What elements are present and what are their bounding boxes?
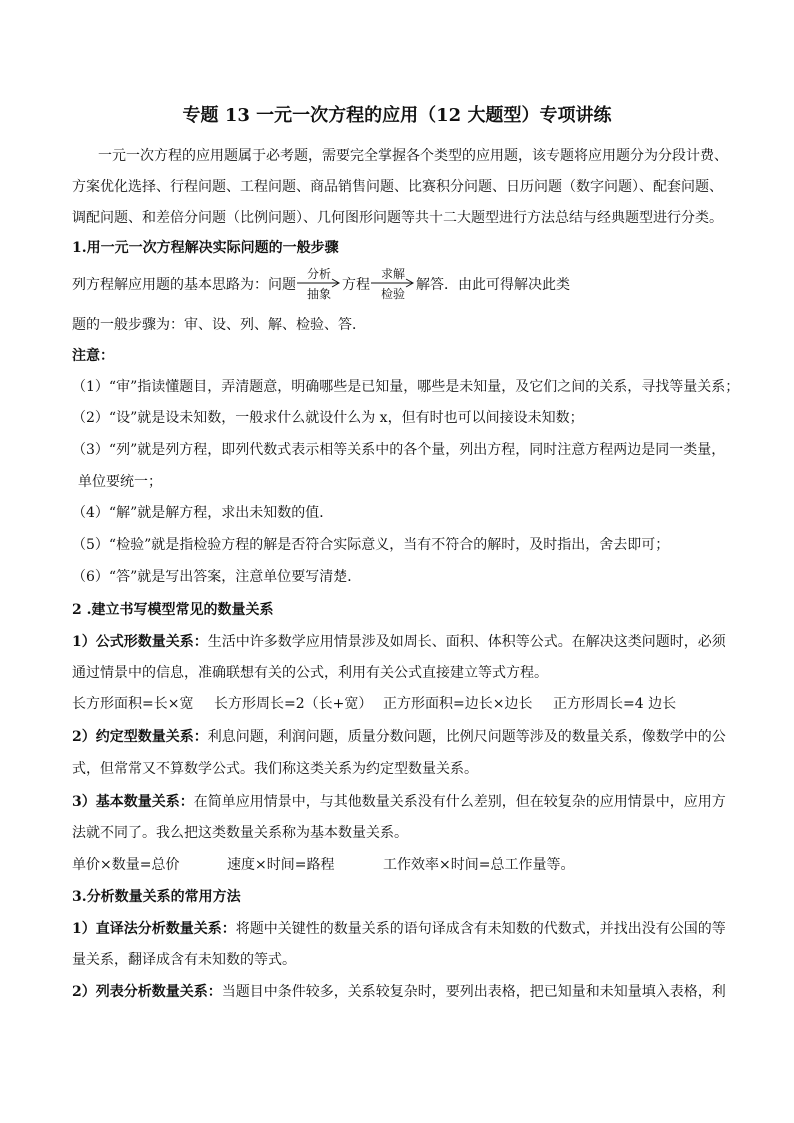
section3-heading: 3.分析数量关系的常用方法 (72, 889, 241, 905)
s2-p3-line-1 (72, 792, 726, 812)
s3-p1-line-2: 量关系，翻译成含有未知数的等式。 (72, 952, 296, 968)
s2-p1-line-1 (72, 632, 726, 652)
basic-1: 单价×数量=总价 (72, 857, 180, 873)
note-5: （5）“检验”就是指检验方程的解是否符合实际意义，当有不符合的解时，及时指出，舍去即可； (72, 537, 670, 553)
s2-p1-line-2: 通过情景中的信息，准确联想有关的公式，利用有关公式直接建立等式方程。 (72, 665, 548, 681)
section1-heading: 1.用一元一次方程解决实际问题的一般步骤 (72, 240, 339, 256)
note-2: （2）“设”就是设未知数，一般求什么就设什么为 x，但有时也可以间接设未知数； (72, 410, 584, 426)
s2-p2-line-2: 式，但常常又不算数学公式。我们称这类关系为约定型数量关系。 (72, 761, 478, 777)
s2-p3-text-a: 在简单应用情景中，与其他数量关系没有什么差别，但在较复杂的应用情景中，应用方 (193, 794, 726, 810)
s3-p2-label: 2）列表分析数量关系： (72, 984, 222, 1000)
intro-line-2: 方案优化选择、行程问题、工程问题、商品销售问题、比赛积分问题、日历问题（数字问题）、配套问题、 (72, 179, 723, 195)
formula-3: 正方形面积=边长×边长 (383, 696, 533, 712)
flow-mid: 方程 (342, 277, 370, 293)
note-3-cont: 单位要统一； (78, 474, 162, 490)
s2-p2-line-1 (72, 727, 726, 747)
s3-p1-text-a: 将题中关键性的数量关系的语句译成含有未知数的代数式，并找出没有公国的等 (235, 921, 726, 937)
s2-p1-label: 1）公式形数量关系： (72, 634, 208, 650)
note-label: 注意： (72, 348, 114, 364)
s2-p1-text-a: 生活中许多数学应用情景涉及如周长、面积、体积等公式。在解决这类问题时，必须 (207, 634, 726, 650)
basic-3: 工作效率×时间=总工作量等。 (383, 857, 575, 873)
s3-p1-line-1 (72, 919, 726, 939)
arrow1-bottom-label: 抽象 (306, 287, 331, 301)
s3-p2-text-a: 当题目中条件较多，关系较复杂时，要列出表格，把已知量和未知量填入表格，利 (221, 984, 726, 1000)
note-6: （6）“答”就是写出答案，注意单位要写清楚． (72, 569, 362, 585)
s3-p1-label: 1）直译法分析数量关系： (72, 921, 236, 937)
flow-line (72, 265, 570, 305)
intro-line-1: 一元一次方程的应用题属于必考题，需要完全掌握各个类型的应用题，该专题将应用题分为分段计费、 (98, 148, 728, 164)
page-title: 专题 13 一元一次方程的应用（12 大题型）专项讲练 (182, 105, 612, 126)
formula-1: 长方形面积=长×宽 (72, 696, 194, 712)
arrow2-top-label: 求解 (380, 267, 405, 281)
arrow-analysis (297, 265, 341, 305)
s3-p2-line-1 (72, 982, 726, 1002)
s2-p2-label: 2）约定型数量关系： (72, 729, 208, 745)
basic-2: 速度×时间=路程 (227, 857, 335, 873)
formula-2: 长方形周长=2（长+宽） (214, 696, 373, 712)
steps-line: 题的一般步骤为：审、设、列、解、检验、答． (72, 317, 366, 333)
formula-4: 正方形周长=4 边长 (553, 696, 677, 712)
arrow1-top-label: 分析 (306, 267, 331, 281)
flow-suffix: 解答．由此可得解决此类 (416, 277, 570, 293)
note-4: （4）“解”就是解方程，求出未知数的值． (72, 505, 334, 521)
s2-p2-text-a: 利息问题，利润问题，质量分数问题，比例尺问题等涉及的数量关系，像数学中的公 (207, 729, 726, 745)
note-3: （3）“列”就是列方程，即列代数式表示相等关系中的各个量，列出方程，同时注意方程两边是同一类量， (72, 442, 726, 458)
intro-line-3: 调配问题、和差倍分问题（比例问题）、几何图形问题等共十二大题型进行方法总结与经典题型进行分类。 (72, 210, 723, 226)
note-1: （1）“审”指读懂题目，弄清题意，明确哪些是已知量，哪些是未知量，及它们之间的关系，寻找等量关系； (72, 379, 740, 395)
section2-heading: 2 .建立书写模型常见的数量关系 (72, 602, 274, 618)
arrow2-bottom-label: 检验 (380, 287, 405, 301)
flow-prefix: 列方程解应用题的基本思路为：问题 (72, 277, 296, 293)
arrow-solve (371, 265, 415, 305)
s2-p3-label: 3）基本数量关系： (72, 794, 194, 810)
s2-p3-line-2: 法就不同了。我么把这类数量关系称为基本数量关系。 (72, 825, 408, 841)
